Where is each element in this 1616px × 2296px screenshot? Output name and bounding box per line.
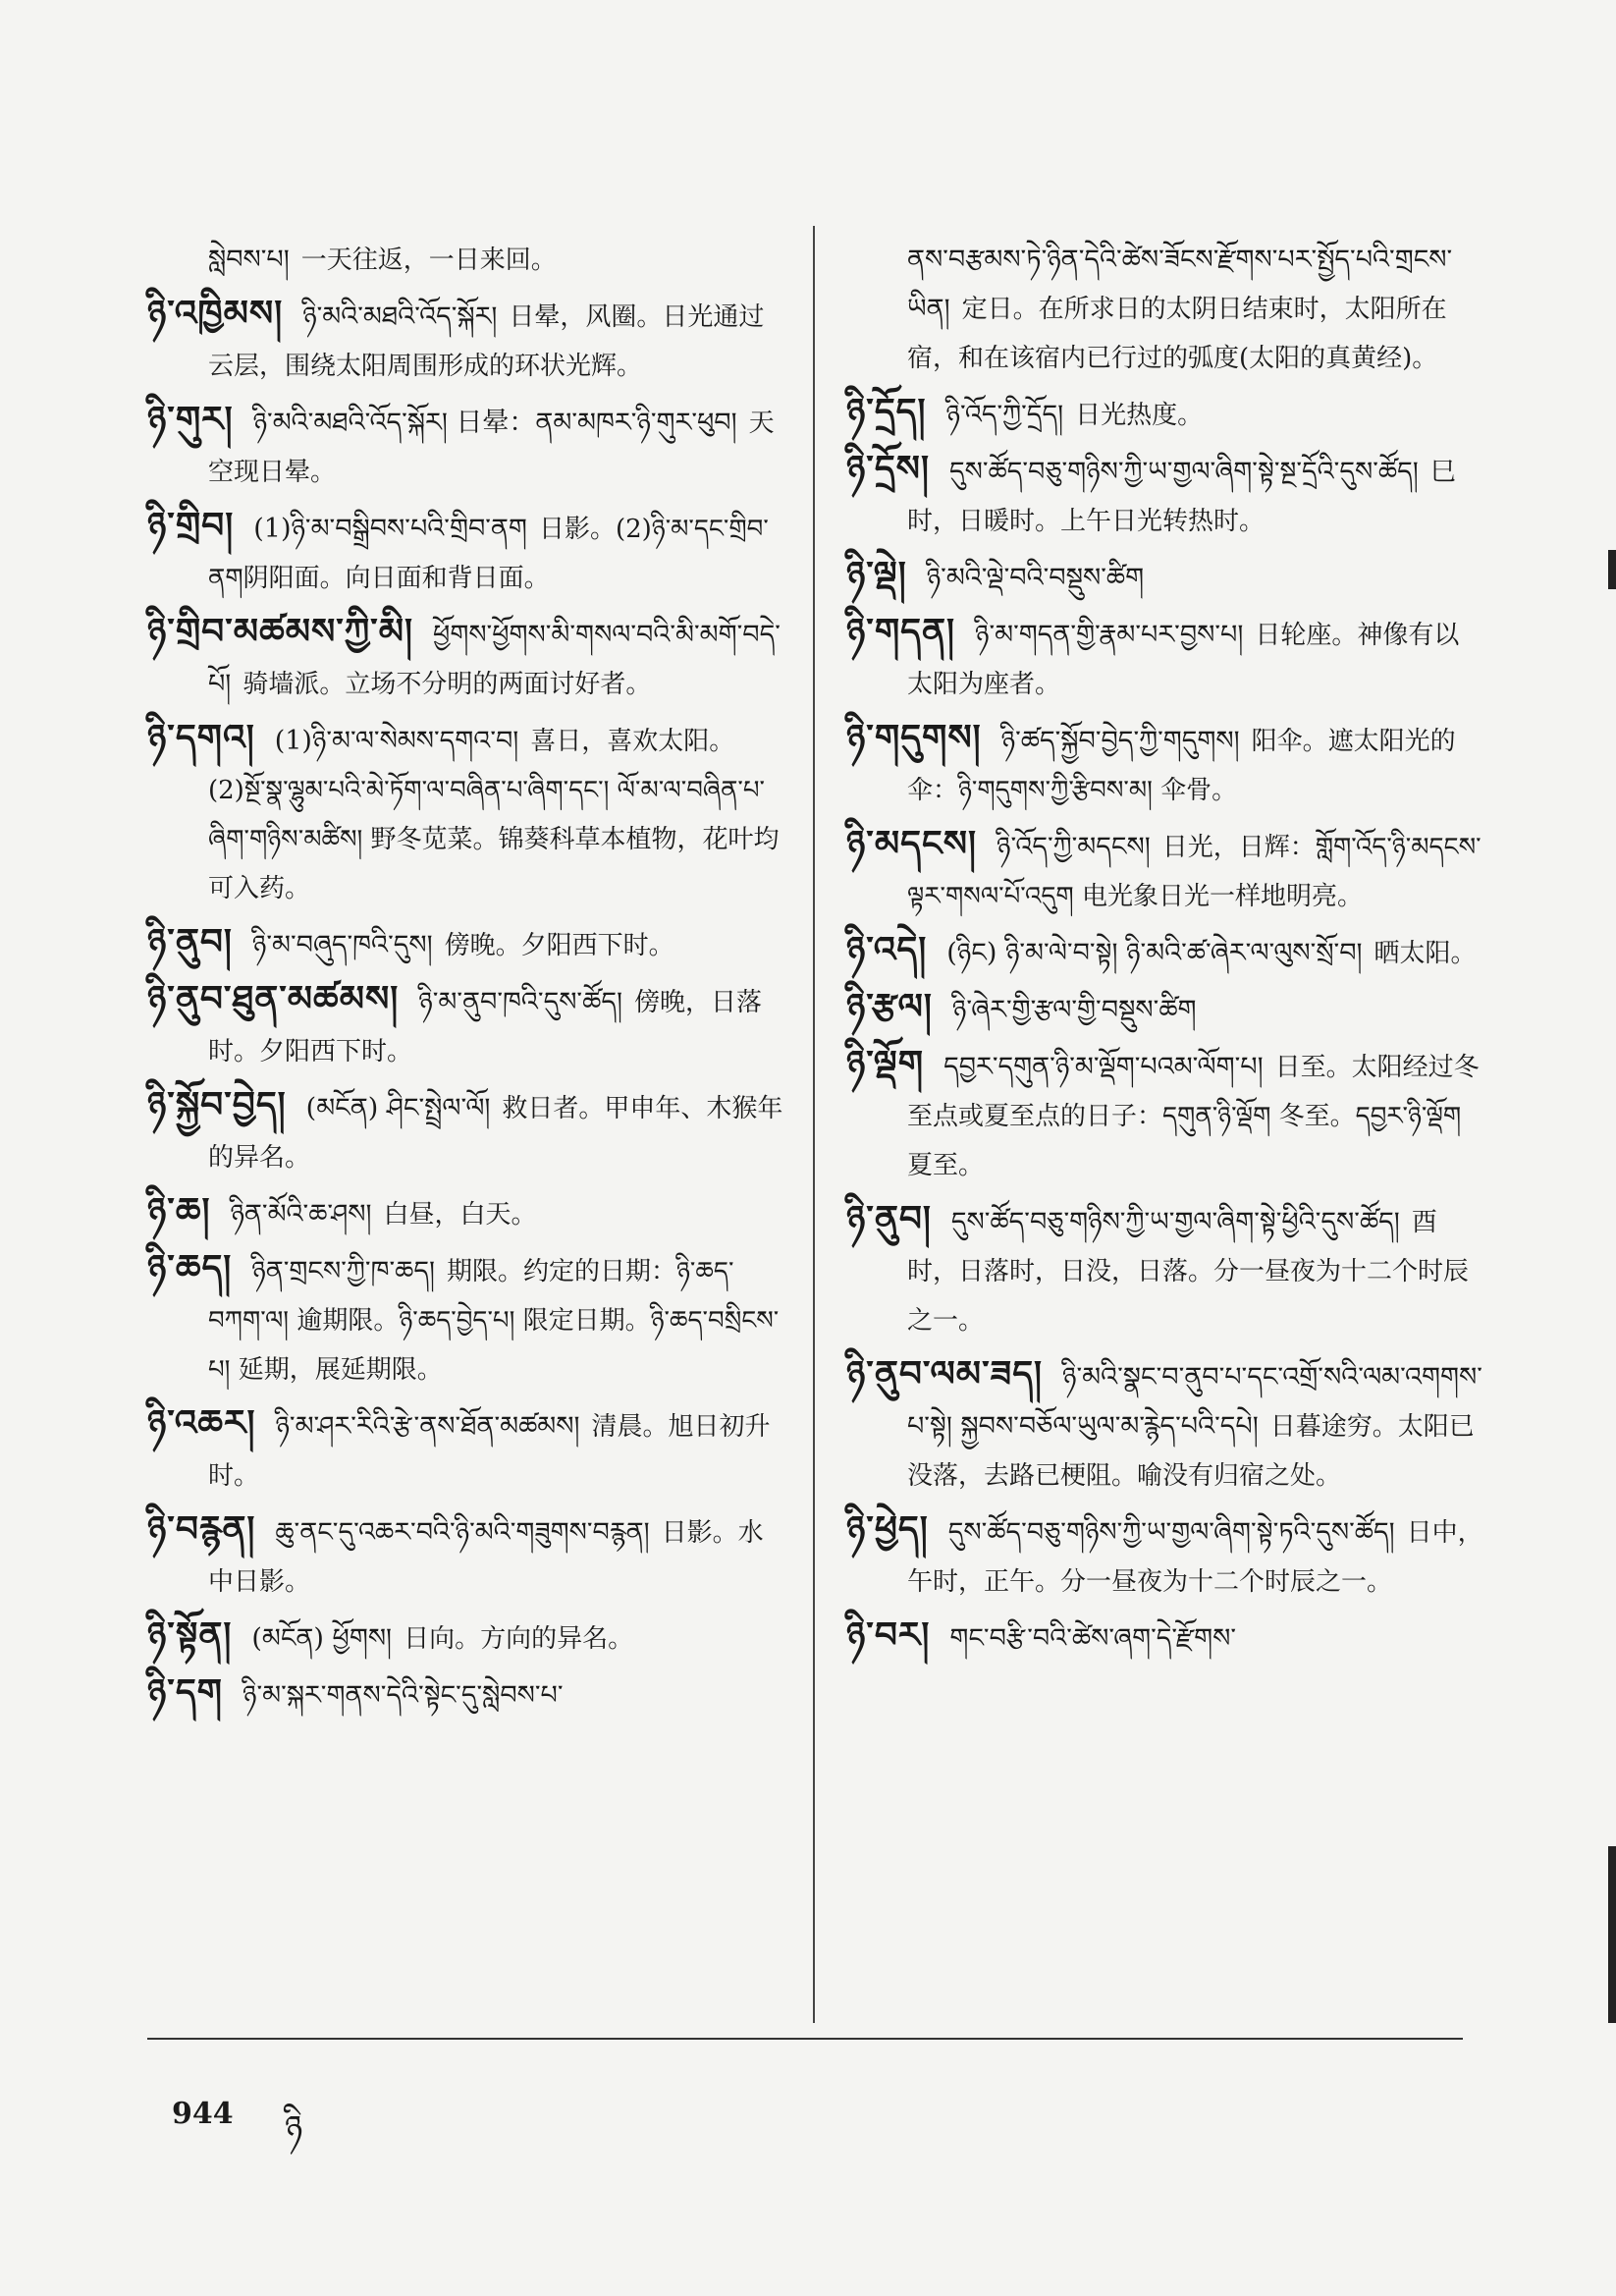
entry-tibetan-definition: དུས་ཚོད་བཅུ་གཉིས་ཀྱི་ཡ་གྱལ་ཞིག་སྟེ་སྔ་དྲོའི་དུས་ཚོད། [948, 457, 1419, 487]
dictionary-entry [846, 982, 1484, 1035]
entry-headword: ཉི་གྲིབ་མཚམས་ཀྱི་མི། [147, 611, 414, 652]
entry-tibetan-definition: ཉིན་མོའི་ཆ་ཤས། [230, 1199, 372, 1230]
dictionary-entry [147, 1186, 785, 1239]
dictionary-entry [846, 236, 1484, 383]
entry-tibetan-definition: (མངོན) ཕྱོགས། [251, 1623, 393, 1654]
entry-chinese-definition: 白昼，白天。 [383, 1200, 537, 1230]
entry-tibetan-definition: ཉི་མ་ནུབ་ཁའི་དུས་ཚོད། [418, 987, 622, 1017]
dictionary-entry [147, 1243, 785, 1394]
entry-chinese-definition: 日光，日辉：གློག་འོད་ཉི་མདངས་ལྟར་གསལ་པོ་འདུག 电光象日光一样地明亮。 [907, 833, 1481, 911]
entry-tibetan-definition: དུས་ཚོད་བཅུ་གཉིས་ཀྱི་ཡ་གྱལ་ཞིག་སྟེ་ཕྱིའི་དུས་ཚོད། [950, 1207, 1400, 1237]
entry-tibetan-definition: ཉི་མ་བཞུད་ཁའི་དུས། [251, 930, 433, 960]
entry-tibetan-definition: ཉི་འོད་ཀྱི་དྲོད། [945, 400, 1064, 430]
entry-tibetan-definition: ཉིན་གྲངས་ཀྱི་ཁ་ཆད། [251, 1256, 436, 1286]
dictionary-entry [147, 917, 785, 970]
entry-chinese-definition: 傍晚。夕阳西下时。 [444, 931, 674, 960]
entry-headword: ཉི་ནུབ་ཐུན་མཚམས། [147, 978, 400, 1019]
entry-tibetan-definition: དབྱར་དགུན་ཉི་མ་ལྡོག་པའམ་ལོག་པ། [943, 1052, 1264, 1082]
entry-headword: ཉི་བར། [846, 1614, 931, 1656]
entry-headword: ཉི་ནུབ། [846, 1198, 932, 1239]
entry-headword: ཉི་འཁྱིམས། [147, 293, 284, 334]
dictionary-entry [147, 395, 785, 497]
entry-tibetan-definition: ཆུ་ནང་དུ་འཆར་བའི་ཉི་མའི་གཟུགས་བརྙན། [275, 1517, 650, 1548]
entry-tibetan-definition: དུས་ཚོད་བཅུ་གཉིས་ཀྱི་ཡ་གྱལ་ཞིག་སྟེ་ཏའི་དུས་ཚོད། [947, 1517, 1395, 1548]
entry-chinese-definition: 日影。水中日影。 [208, 1518, 764, 1597]
entry-chinese-definition: 清晨。旭日初升时。 [208, 1412, 771, 1491]
entry-headword: ཉི་རྩལ། [846, 986, 933, 1027]
entry-headword: ཉི་ནུབ། [147, 921, 233, 962]
entry-tibetan-definition: གང་བརྩི་བའི་ཚེས་ཞག་དེ་རྫོགས་ [949, 1623, 1237, 1654]
entry-chinese-definition: 骑墙派。立场不分明的两面讨好者。 [242, 670, 652, 699]
entry-headword: ཉི་སྐྱོབ་བྱེད། [147, 1084, 287, 1125]
entry-headword: ཉི་གྲིབ། [147, 505, 235, 546]
entry-headword: ཉི་འདེ། [846, 929, 928, 970]
entry-chinese-definition: 日向。方向的异名。 [404, 1624, 634, 1654]
entry-headword: ཉི་ནུབ་ལམ་ཟད། [846, 1353, 1044, 1394]
entry-tibetan-definition: ཉི་མ་སྐར་གནས་དེའི་སྟེང་དུ་སླེབས་པ་ [242, 1680, 564, 1711]
dictionary-entry [147, 1611, 785, 1664]
dictionary-entry [846, 1194, 1484, 1345]
entry-headword: ཉི་ལྡོག [846, 1043, 925, 1084]
edge-mark [1608, 1846, 1616, 2023]
entry-headword: ཉི་ཆ། [147, 1190, 211, 1231]
dictionary-entry [846, 1611, 1484, 1664]
dictionary-entry [147, 501, 785, 603]
entry-chinese-definition: 日影。(2)ཉི་མ་དང་གྲིབ་ནག阴阳面。向日面和背日面。 [208, 515, 769, 593]
entry-headword: ཉི་ཆད། [147, 1247, 233, 1288]
dictionary-entry [147, 1080, 785, 1182]
entry-tibetan-definition: ཉི་ཚད་སྐྱོབ་བྱེད་ཀྱི་གདུགས། [1000, 726, 1240, 756]
entry-chinese-definition: 傍晚，日落时。夕阳西下时。 [208, 988, 762, 1066]
entry-headword: ཉི་སྟོན། [147, 1614, 233, 1656]
entry-headword: ཉི་ལྡེ། [846, 554, 907, 595]
entry-tibetan-definition: སླེབས་པ། [208, 245, 290, 275]
entry-tibetan-definition: ནས་བརྩམས་ཏེ་ཉིན་དེའི་ཚེས་ཟོངས་རྫོགས་པར་སྤྱོད་པའི་གྲངས་ཡིན། [907, 245, 1453, 324]
entry-tibetan-definition: ཕྱོགས་ཕྱོགས་མི་གསལ་བའི་མི་མགོ་བདེ་པོ། [208, 620, 781, 699]
dictionary-entry [147, 1667, 785, 1721]
entry-chinese-definition: 日光热度。 [1075, 401, 1204, 430]
dictionary-entry [846, 1039, 1484, 1190]
dictionary-entry [147, 1504, 785, 1607]
dictionary-entry [147, 974, 785, 1076]
entry-tibetan-definition: ཉི་མའི་སྣང་བ་ནུབ་པ་དང་འགྲོ་སའི་ལམ་འགགས་པ་སྟེ། སྐྱབས་བཅོལ་ཡུལ་མ་རྙེད་པའི་དཔེ། [907, 1362, 1482, 1442]
entry-chinese-definition: 救日者。甲申年、木猴年的异名。 [208, 1094, 783, 1173]
entry-tibetan-definition: (1)ཉི་མ་བསྒྲིབས་པའི་གྲིབ་ནག [253, 514, 527, 544]
entry-tibetan-definition: ཉི་མ་གདན་གྱི་རྣམ་པར་བྱས་པ། [975, 620, 1244, 650]
dictionary-entry [147, 607, 785, 709]
entry-tibetan-definition: (མངོན) ཤིང་སྤྲེལ་ལོ། [305, 1093, 491, 1123]
dictionary-entry [846, 550, 1484, 603]
entry-tibetan-definition: (ཉིང) ཉི་མ་ལེ་བ་སྟེ། ཉི་མའི་ཚ་ཞེར་ལ་ལུས་སྲོ་བ། [946, 938, 1363, 968]
dictionary-entry [846, 713, 1484, 815]
dictionary-entry [846, 819, 1484, 921]
entry-chinese-definition: 晒太阳。 [1374, 939, 1477, 968]
entry-chinese-definition: 酉时，日落时，日没，日落。分一昼夜为十二个时辰之一。 [907, 1208, 1470, 1336]
entry-chinese-definition: 期限。约定的日期：ཉི་ཆད་བཀག་ལ། 逾期限。ཉི་ཆད་བྱེད་པ། 限定日期。ཉི་ཆད་བསྲིངས་པ། 延期，展延期限。 [208, 1257, 780, 1385]
dictionary-entry [846, 444, 1484, 546]
entry-chinese-definition: 定日。在所求日的太阴日结束时，太阳所在宿，和在该宿内已行过的弧度(太阳的真黄经)。 [907, 295, 1447, 373]
entry-tibetan-definition: (1)ཉི་མ་ལ་སེམས་དགའ་བ། [274, 726, 519, 756]
entry-headword: ཉི་དྲོས། [846, 448, 930, 489]
entry-headword: ཉི་གུར། [147, 399, 234, 440]
entry-chinese-definition: 喜日，喜欢太阳。(2)སྔོ་སྣ་ལྷུམ་པའི་མེ་ཏོག་ལ་བཞིན་པ་ཞིག་དང་། ལོ་མ་ལ་བཞིན་པ་ཞིག་གཉིས་མཚིས། 野冬苋菜。锦葵科草本植物，花叶均可入药。 [208, 727, 780, 903]
dictionary-entry [147, 1398, 785, 1501]
dictionary-entry [147, 289, 785, 391]
column-divider [813, 226, 815, 2023]
entry-headword: ཉི་གདུགས། [846, 717, 982, 758]
entry-tibetan-definition: ཉི་མའི་ལྡེ་བའི་བསྡུས་ཚིག [926, 563, 1145, 593]
footer-rule [147, 2038, 1463, 2040]
entry-tibetan-definition: ཉི་མའི་མཐའི་འོད་སྐོར། [302, 301, 498, 332]
dictionary-entry [147, 236, 785, 285]
entry-headword: ཉི་ཕྱེད། [846, 1508, 929, 1550]
entry-chinese-definition: 日中，午时，正午。分一昼夜为十二个时辰之一。 [907, 1518, 1483, 1597]
dictionary-entry [846, 925, 1484, 978]
entry-tibetan-definition: ཉི་ཞེར་གྱི་རྩལ་གྱི་བསྡུས་ཚིག [951, 995, 1197, 1025]
entry-headword: ཉི་དྲོད། [846, 391, 927, 432]
entry-tibetan-definition: ཉི་མ་ཤར་རིའི་རྩེ་ནས་ཐོན་མཚམས། [275, 1411, 580, 1442]
entry-chinese-definition: 日晕，风圈。日光通过云层，围绕太阳周围形成的环状光辉。 [208, 302, 765, 381]
page-number: 944 [172, 2097, 234, 2131]
right-column [846, 236, 1484, 1667]
dictionary-entry [846, 1349, 1484, 1501]
dictionary-entry [846, 387, 1484, 440]
entry-chinese-definition: 一天往返，一日来回。 [300, 246, 557, 275]
entry-chinese-definition: 日至。太阳经过冬至点或夏至点的日子：དགུན་ཉི་ལྡོག 冬至。དབྱར་ཉི་ལྡོག 夏至。 [907, 1053, 1480, 1180]
entry-headword: ཉི་དགའ། [147, 717, 255, 758]
edge-mark [1608, 550, 1616, 589]
dictionary-entry [147, 713, 785, 913]
entry-headword: ཉི་དག [147, 1671, 224, 1713]
entry-headword: ཉི་བརྙན། [147, 1508, 256, 1550]
entry-chinese-definition: 天空现日晕。 [208, 409, 775, 487]
entry-headword: ཉི་འཆར། [147, 1402, 256, 1444]
entry-tibetan-definition: ཉི་འོད་ཀྱི་མདངས། [997, 832, 1151, 862]
dictionary-entry [846, 607, 1484, 709]
entry-chinese-definition: 日轮座。神像有以太阳为座者。 [907, 621, 1460, 699]
entry-chinese-definition: 巳时，日暖时。上午日光转热时。 [907, 458, 1456, 536]
section-letter: ཉི [285, 2108, 303, 2148]
entry-headword: ཉི་གདན། [846, 611, 956, 652]
entry-chinese-definition: 阳伞。遮太阳光的伞：ཉི་གདུགས་ཀྱི་རྩིབས་མ། 伞骨。 [907, 727, 1456, 805]
entry-chinese-definition: 日暮途穷。太阳已没落，去路已梗阻。喻没有归宿之处。 [907, 1412, 1475, 1491]
left-column [147, 236, 785, 1724]
entry-headword: ཉི་མདངས། [846, 823, 978, 864]
entry-tibetan-definition: ཉི་མའི་མཐའི་འོད་སྐོར། 日晕：ནམ་མཁར་ཉི་གུར་ཕུབ། [252, 408, 737, 438]
dictionary-entry [846, 1504, 1484, 1607]
